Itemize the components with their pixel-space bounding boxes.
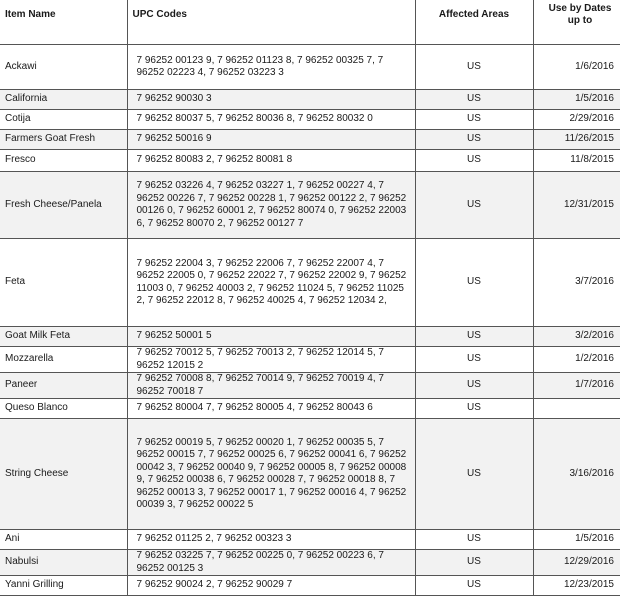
table-row: [0, 150, 620, 172]
item-name-cell: Ackawi: [0, 45, 127, 90]
affected-area-cell: US: [415, 550, 533, 576]
table-row: [0, 419, 620, 530]
header-row: [0, 0, 620, 45]
item-name-cell: Nabulsi: [0, 550, 127, 576]
upc-codes-cell: 7 96252 03226 4, 7 96252 03227 1, 7 96252 00227 4, 7 96252 00226 7, 7 96252 00228 1, 7 96252 00122 2, 7 96252 00126 0, 7 96252 60001 2, 7 96252 80074 0, 7 96252 22003 6, 7 96252 80070 2, 7 96252 00127 7: [127, 172, 415, 239]
use-by-date-cell: 12/29/2016: [533, 550, 620, 576]
item-name-cell: String Cheese: [0, 419, 127, 530]
header-use-by-line2: up to: [567, 15, 593, 26]
table-row: [0, 347, 620, 373]
header-item-name: Item Name: [0, 0, 127, 45]
item-name-cell: California: [0, 90, 127, 110]
table-row: [0, 576, 620, 596]
upc-codes-cell: 7 96252 70012 5, 7 96252 70013 2, 7 96252 12014 5, 7 96252 12015 2: [127, 347, 415, 373]
upc-codes-cell: 7 96252 80004 7, 7 96252 80005 4, 7 96252 80043 6: [127, 399, 415, 419]
use-by-date-cell: 11/8/2015: [533, 150, 620, 172]
use-by-date-cell: 3/16/2016: [533, 419, 620, 530]
item-name-cell: Fresco: [0, 150, 127, 172]
header-use-by-line1: Use by Dates: [548, 3, 612, 14]
affected-area-cell: US: [415, 576, 533, 596]
item-name-cell: Cotija: [0, 110, 127, 130]
upc-codes-cell: 7 96252 50016 9: [127, 130, 415, 150]
upc-codes-cell: 7 96252 70008 8, 7 96252 70014 9, 7 96252 70019 4, 7 96252 70018 7: [127, 373, 415, 399]
item-name-cell: Goat Milk Feta: [0, 327, 127, 347]
upc-codes-cell: 7 96252 90030 3: [127, 90, 415, 110]
upc-codes-cell: 7 96252 90024 2, 7 96252 90029 7: [127, 576, 415, 596]
affected-area-cell: US: [415, 530, 533, 550]
table-row: [0, 239, 620, 327]
use-by-date-cell: 11/26/2015: [533, 130, 620, 150]
use-by-date-cell: 1/2/2016: [533, 347, 620, 373]
affected-area-cell: US: [415, 45, 533, 90]
use-by-date-cell: 3/7/2016: [533, 239, 620, 327]
affected-area-cell: US: [415, 130, 533, 150]
upc-codes-cell: 7 96252 03225 7, 7 96252 00225 0, 7 96252 00223 6, 7 96252 00125 3: [127, 550, 415, 576]
use-by-date-cell: [533, 399, 620, 419]
affected-area-cell: US: [415, 399, 533, 419]
table-row: [0, 45, 620, 90]
affected-area-cell: US: [415, 150, 533, 172]
item-name-cell: Queso Blanco: [0, 399, 127, 419]
item-name-cell: Yanni Grilling: [0, 576, 127, 596]
affected-area-cell: US: [415, 90, 533, 110]
affected-area-cell: US: [415, 239, 533, 327]
upc-codes-cell: 7 96252 80083 2, 7 96252 80081 8: [127, 150, 415, 172]
table-row: [0, 530, 620, 550]
use-by-date-cell: 1/7/2016: [533, 373, 620, 399]
affected-area-cell: US: [415, 347, 533, 373]
item-name-cell: Ani: [0, 530, 127, 550]
upc-codes-cell: 7 96252 00019 5, 7 96252 00020 1, 7 96252 00035 5, 7 96252 00015 7, 7 96252 00025 6, 7 96252 00041 6, 7 96252 00042 3, 7 96252 00040 9, 7 96252 00005 8, 7 96252 00008 9, 7 96252 00038 6, 7 96252 00028 7, 7 96252 00018 8, 7 96252 00013 3, 7 96252 00017 1, 7 96252 00016 4, 7 96252 00039 3, 7 96252 00022 5: [127, 419, 415, 530]
table-row: [0, 373, 620, 399]
upc-codes-cell: 7 96252 80037 5, 7 96252 80036 8, 7 96252 80032 0: [127, 110, 415, 130]
table-row: [0, 130, 620, 150]
header-affected-areas: Affected Areas: [415, 0, 533, 45]
use-by-date-cell: 2/29/2016: [533, 110, 620, 130]
upc-codes-cell: 7 96252 00123 9, 7 96252 01123 8, 7 96252 00325 7, 7 96252 02223 4, 7 96252 03223 3: [127, 45, 415, 90]
table-row: [0, 110, 620, 130]
affected-area-cell: US: [415, 110, 533, 130]
table-header: [0, 0, 620, 45]
upc-codes-cell: 7 96252 22004 3, 7 96252 22006 7, 7 96252 22007 4, 7 96252 22005 0, 7 96252 22022 7, 7 96252 22002 9, 7 96252 11003 0, 7 96252 40003 2, 7 96252 11024 5, 7 96252 11025 2, 7 96252 22012 8, 7 96252 40025 4, 7 96252 12034 2,: [127, 239, 415, 327]
use-by-date-cell: 12/31/2015: [533, 172, 620, 239]
item-name-cell: Mozzarella: [0, 347, 127, 373]
table-row: [0, 90, 620, 110]
header-use-by-dates: [533, 0, 620, 45]
use-by-date-cell: 1/5/2016: [533, 90, 620, 110]
item-name-cell: Feta: [0, 239, 127, 327]
affected-area-cell: US: [415, 419, 533, 530]
use-by-date-cell: 3/2/2016: [533, 327, 620, 347]
table-row: [0, 172, 620, 239]
item-name-cell: Fresh Cheese/Panela: [0, 172, 127, 239]
upc-codes-cell: 7 96252 50001 5: [127, 327, 415, 347]
item-name-cell: Paneer: [0, 373, 127, 399]
header-upc-codes: UPC Codes: [127, 0, 415, 45]
use-by-date-cell: 1/6/2016: [533, 45, 620, 90]
affected-area-cell: US: [415, 172, 533, 239]
affected-area-cell: US: [415, 373, 533, 399]
item-name-cell: Farmers Goat Fresh: [0, 130, 127, 150]
upc-codes-cell: 7 96252 01125 2, 7 96252 00323 3: [127, 530, 415, 550]
use-by-date-cell: 1/5/2016: [533, 530, 620, 550]
table-body: [0, 45, 620, 596]
table-row: [0, 327, 620, 347]
table-row: [0, 550, 620, 576]
affected-area-cell: US: [415, 327, 533, 347]
use-by-date-cell: 12/23/2015: [533, 576, 620, 596]
table-row: [0, 399, 620, 419]
